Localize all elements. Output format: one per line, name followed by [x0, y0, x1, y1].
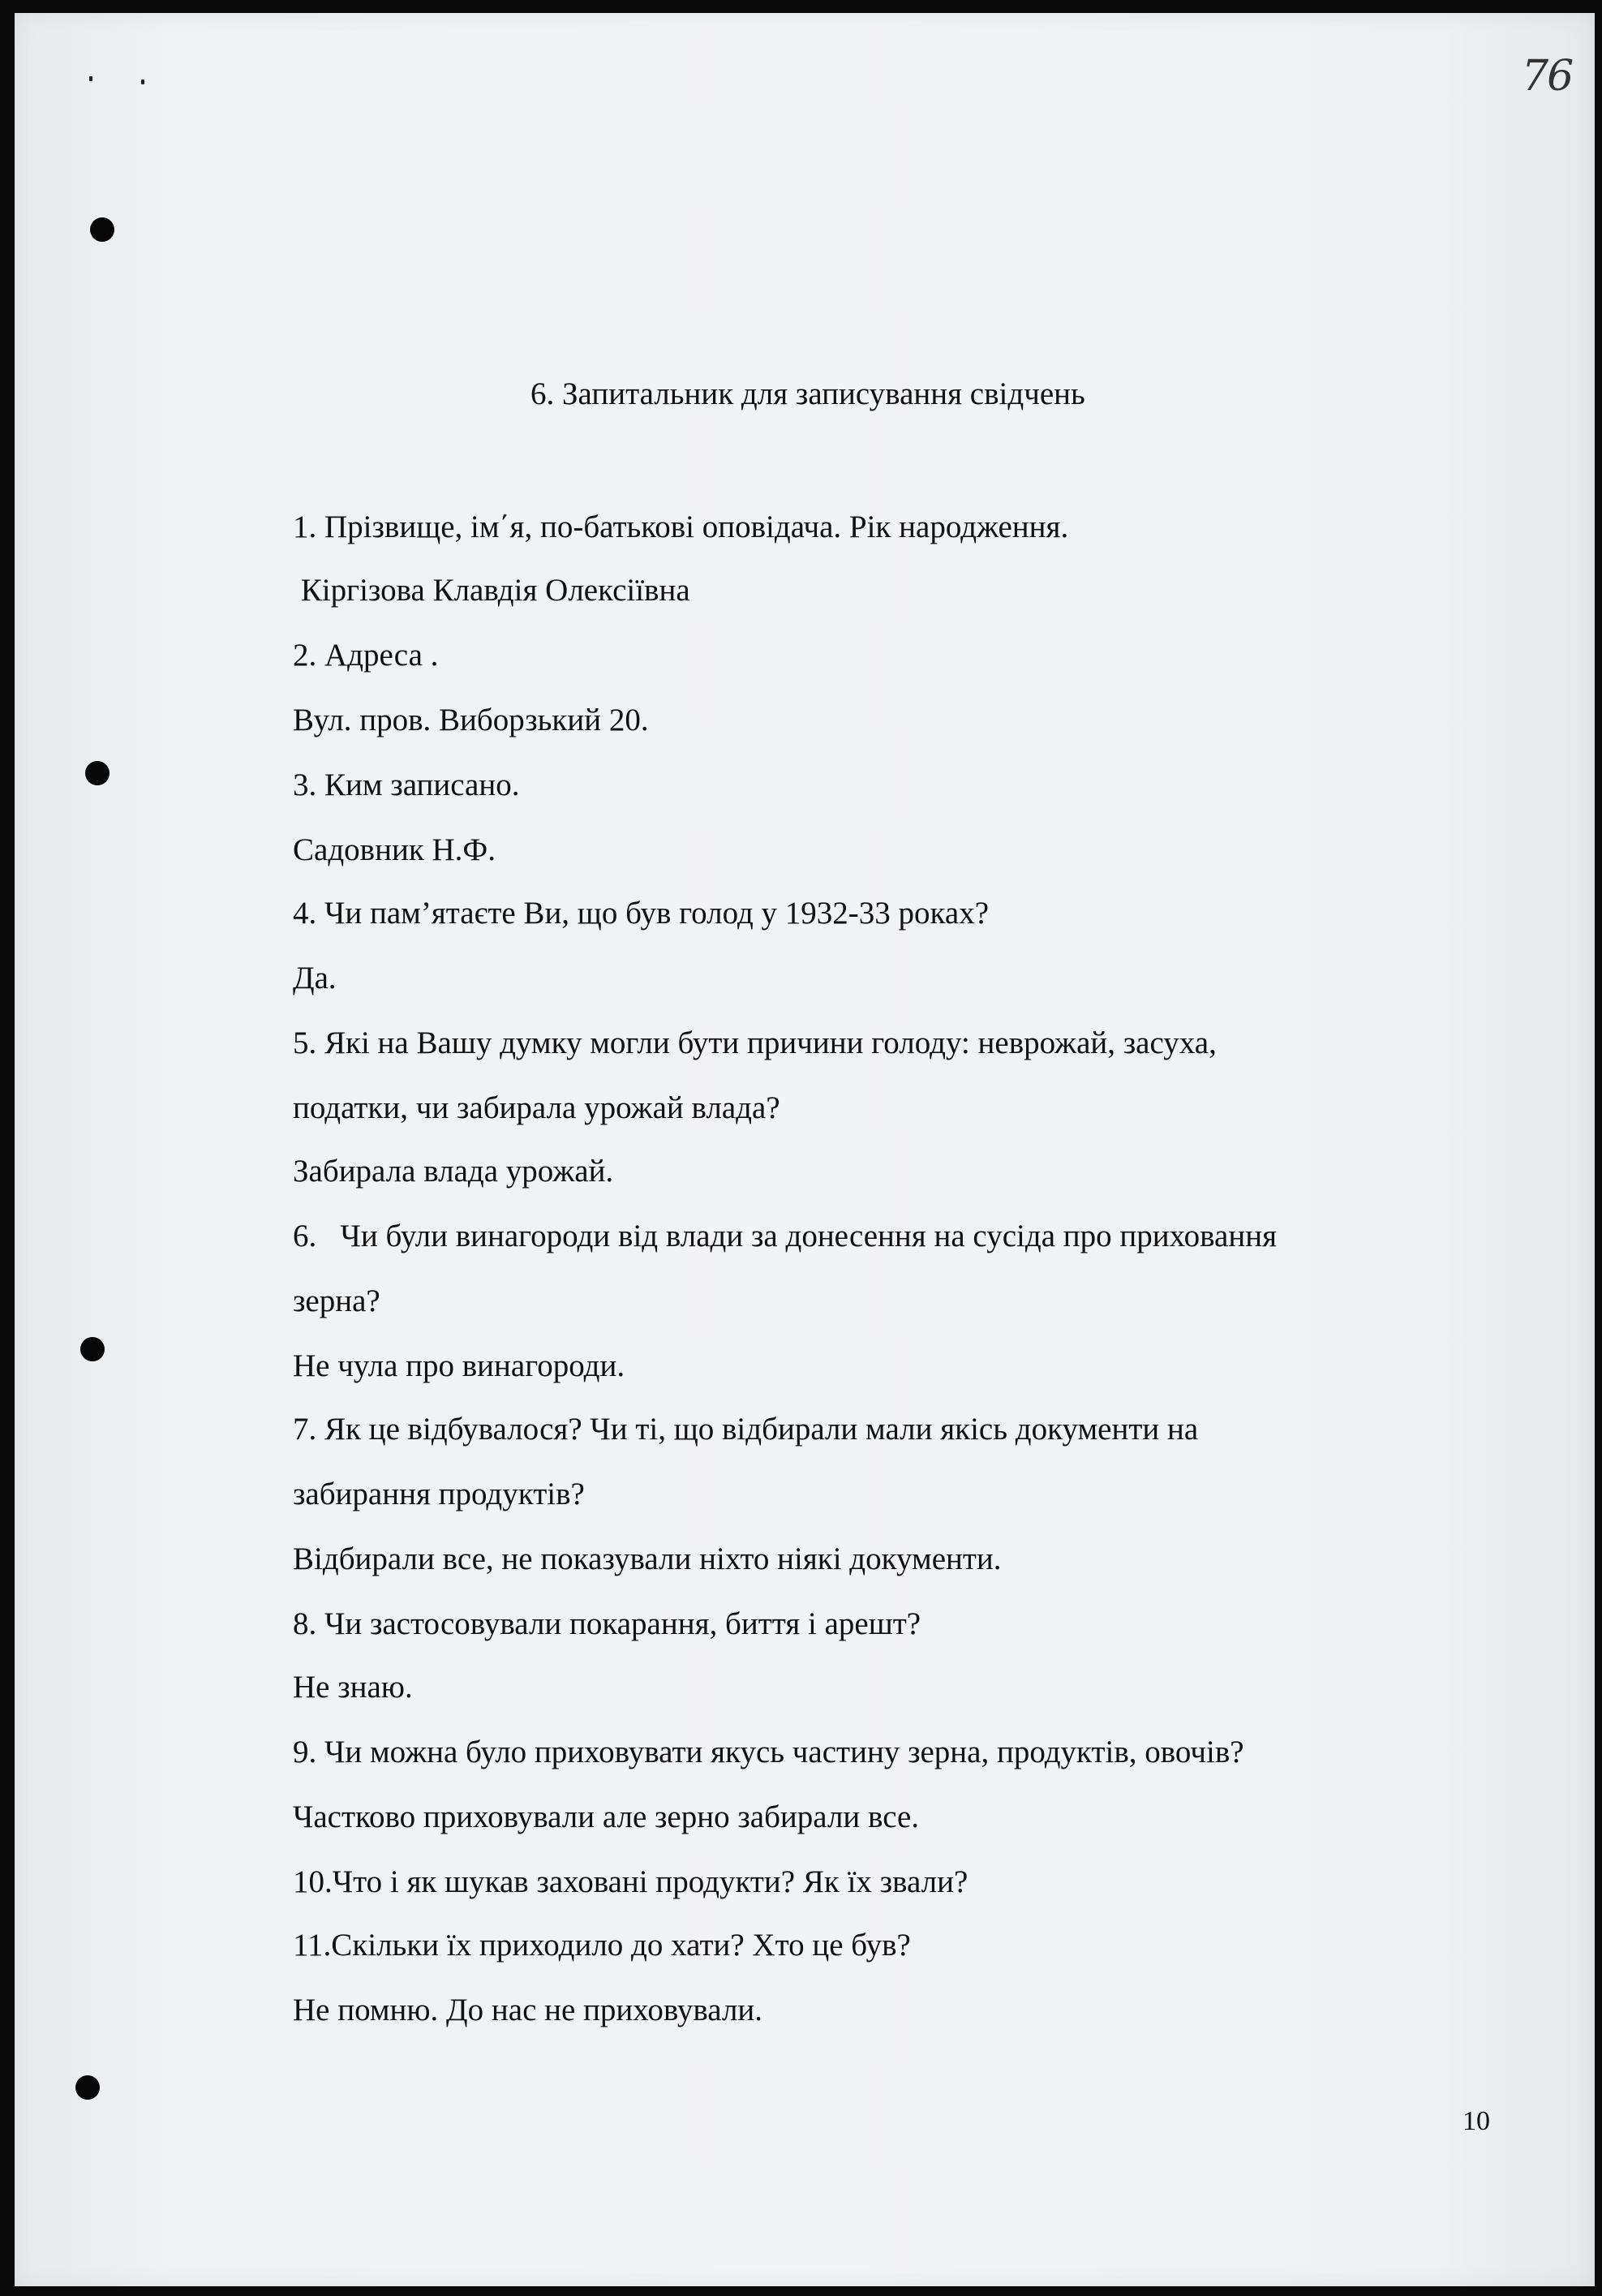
answer-line: Не знаю.	[293, 1670, 413, 1705]
question-line: 5. Які на Вашу думку могли бути причини голоду: неврожай, засуха,	[293, 1025, 1217, 1060]
answer-line: Не чула про винагороди.	[293, 1348, 625, 1383]
question-line: 3. Ким записано.	[293, 767, 520, 802]
question-line: 8. Чи застосовували покарання, биття і арешт?	[293, 1606, 921, 1641]
question-line: податки, чи забирала урожай влада?	[293, 1090, 780, 1125]
answer-line: Вул. пров. Виборзький 20.	[293, 703, 649, 737]
question-line: 1. Прізвище, ім΄я, по-батькові оповідача. Рік народження.	[293, 510, 1069, 544]
answer-line: Да.	[293, 961, 337, 995]
question-line: 2. Адреса .	[293, 638, 439, 673]
answer-line: Кіргізова Клавдія Олексіївна	[293, 573, 690, 608]
speck-mark	[89, 76, 92, 81]
question-line: 6. Чи були винагороди від влади за донесення на сусіда про приховання	[293, 1219, 1278, 1253]
punch-hole	[75, 2075, 100, 2100]
question-line: 4. Чи пам’ятаєте Ви, що був голод у 1932-33 роках?	[293, 896, 990, 931]
answer-line: Частково приховували але зерно забирали все.	[293, 1799, 920, 1834]
question-line: 10.Что і як шукав заховані продукти? Як їх звали?	[293, 1864, 969, 1899]
answer-line: Не помню. До нас не приховували.	[293, 1993, 763, 2027]
answer-line: Садовник Н.Ф.	[293, 832, 496, 867]
question-line: 9. Чи можна було приховувати якусь частину зерна, продуктів, овочів?	[293, 1735, 1244, 1769]
question-line: зерна?	[293, 1283, 380, 1318]
punch-hole	[80, 1337, 105, 1361]
speck-mark	[141, 80, 144, 84]
question-line: 11.Скільки їх приходило до хати? Хто це був?	[293, 1928, 911, 1963]
question-line: 7. Як це відбувалося? Чи ті, що відбирали мали якісь документи на	[293, 1412, 1199, 1447]
page-number: 10	[1462, 2106, 1490, 2136]
document-title: 6. Запитальник для записування свідчень	[530, 376, 1085, 411]
answer-line: Відбирали все, не показували ніхто ніякі документи.	[293, 1541, 1002, 1576]
question-line: забирання продуктів?	[293, 1477, 585, 1511]
archive-page-number: 76	[1522, 52, 1573, 101]
punch-hole	[90, 217, 114, 242]
answer-line: Забирала влада урожай.	[293, 1154, 614, 1189]
document-page	[15, 13, 1595, 2286]
punch-hole	[85, 761, 110, 785]
